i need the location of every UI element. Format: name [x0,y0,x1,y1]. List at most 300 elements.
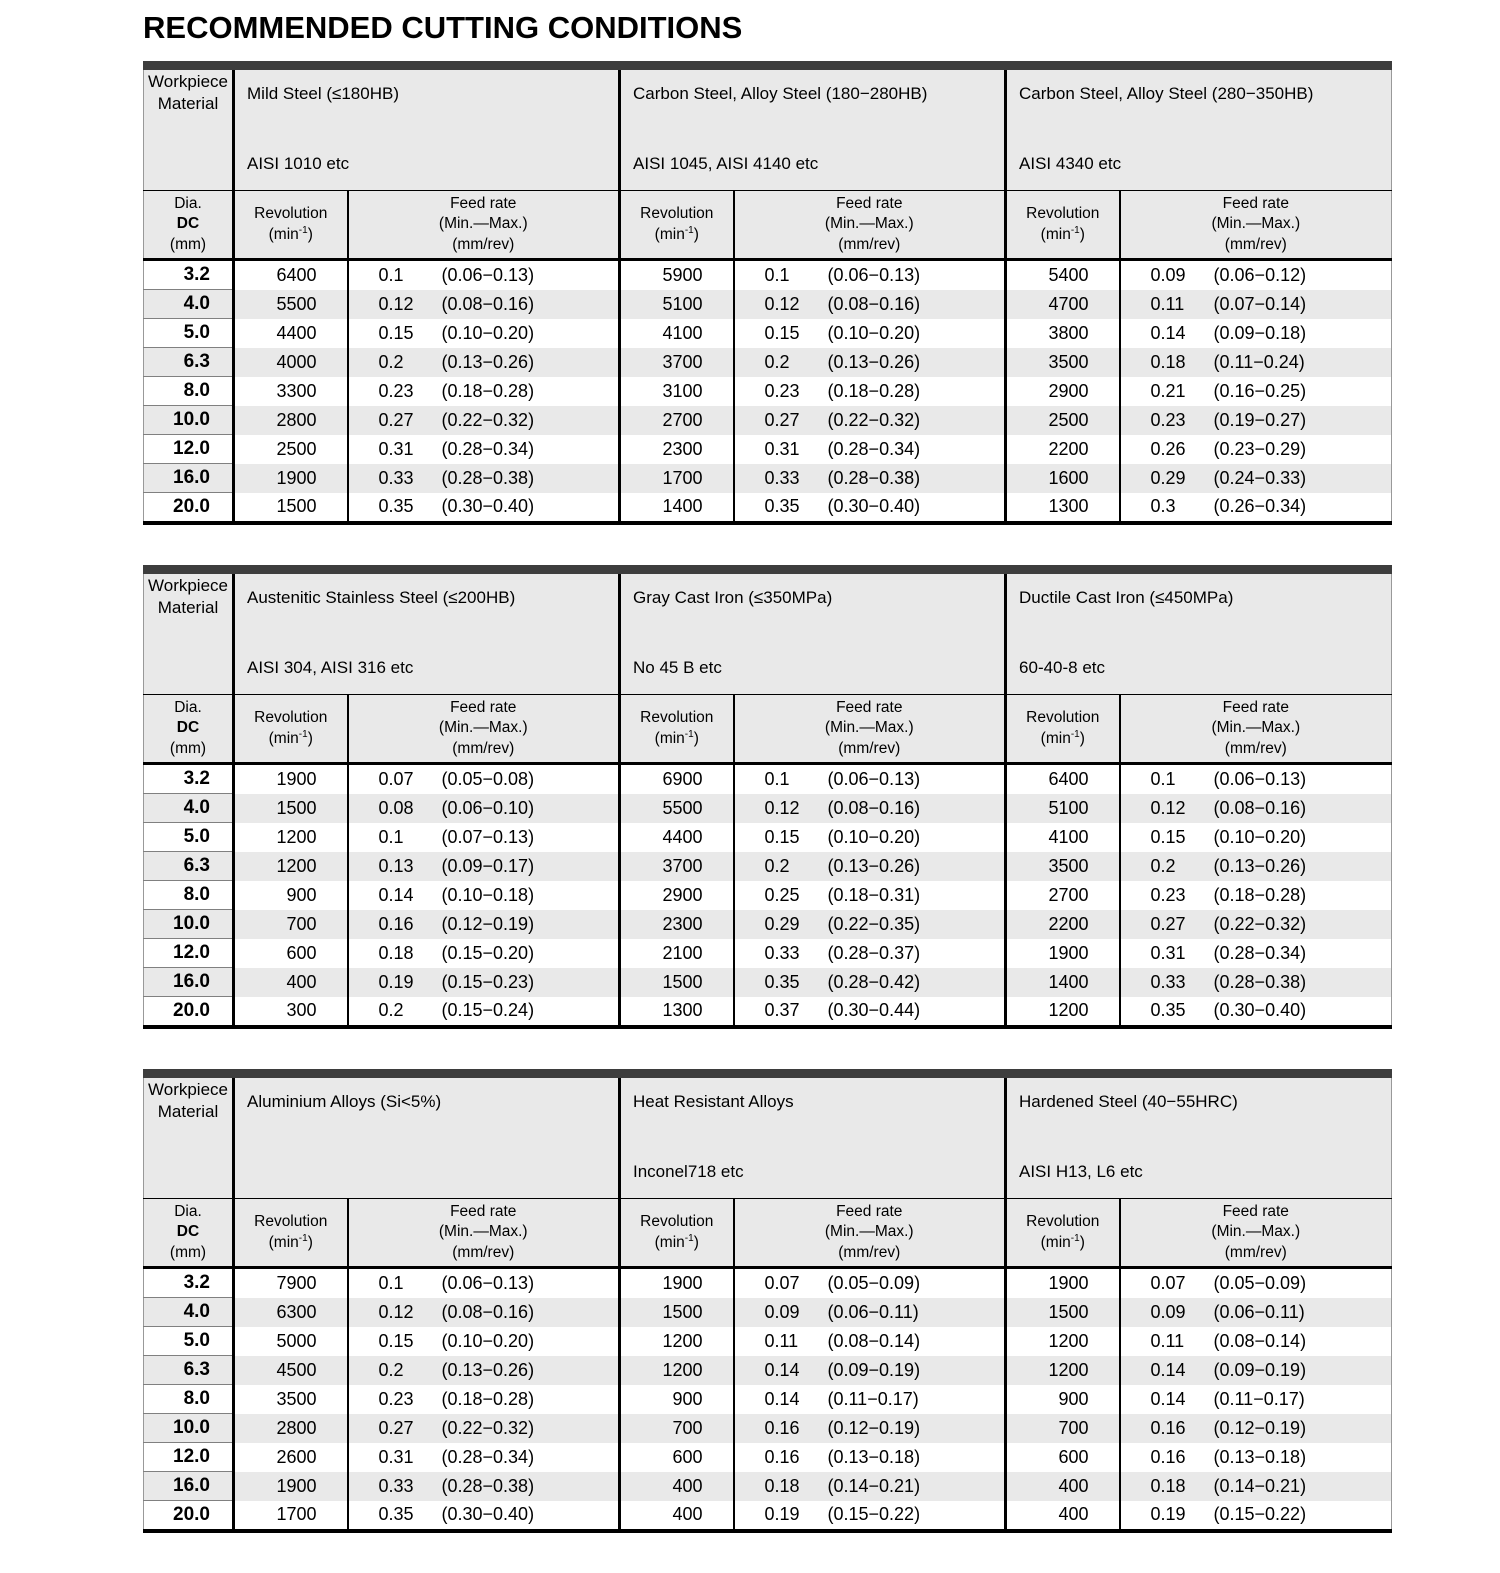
revolution-cell: 2700 [620,406,734,435]
revolution-cell: 700 [1006,1414,1120,1443]
dia-cell: 4.0 [144,290,234,319]
revolution-cell: 1400 [620,493,734,524]
dia-cell: 10.0 [144,910,234,939]
unit-sup: -1 [1070,728,1080,740]
feed-range-cell: (0.06−0.13) [440,1268,620,1298]
feed-value-cell: 0.14 [1120,1356,1212,1385]
feed-range-cell: (0.08−0.16) [826,290,1006,319]
feed-range-cell: (0.15−0.22) [1212,1501,1392,1532]
feed-unit-label: (mm/rev) [838,1243,901,1261]
feed-value-cell: 0.16 [734,1414,826,1443]
feed-value-cell: 0.19 [734,1501,826,1532]
revolution-cell: 5100 [620,290,734,319]
feed-unit-label: (mm/rev) [1224,739,1287,757]
feed-range-cell: (0.08−0.14) [826,1327,1006,1356]
table-row [144,764,1392,794]
revolution-column-header [1006,1199,1120,1268]
feed-range-cell: (0.11−0.17) [1212,1385,1392,1414]
table-row [144,464,1392,493]
table-row [144,910,1392,939]
feed-value-cell: 0.1 [734,260,826,290]
revolution-cell: 2200 [1006,435,1120,464]
material-grades: No 45 B etc [633,657,722,677]
table-row [144,1385,1392,1414]
feed-range-cell: (0.08−0.16) [440,290,620,319]
feed-value-cell: 0.23 [1120,406,1212,435]
table-row [144,1472,1392,1501]
revolution-label: Revolution [254,204,328,222]
feed-value-cell: 0.14 [734,1356,826,1385]
feed-minmax-label: (Min.—Max.) [824,1223,914,1241]
revolution-column-header [1006,191,1120,260]
dia-cell: 4.0 [144,1298,234,1327]
revolution-label: Revolution [1026,1212,1100,1230]
material-name: Ductile Cast Iron (≤450MPa) [1019,588,1234,607]
unit-post: ) [1079,226,1085,244]
revolution-cell: 1900 [1006,1268,1120,1298]
dia-cell: 8.0 [144,1385,234,1414]
dia-cell: 5.0 [144,319,234,348]
dia-column-header [144,191,234,260]
material-header-row [144,66,1392,191]
workpiece-label-line2: Material [157,94,219,114]
feed-range-cell: (0.10−0.20) [826,823,1006,852]
page-title: RECOMMENDED CUTTING CONDITIONS [143,10,743,45]
revolution-cell: 3500 [1006,852,1120,881]
cutting-conditions-table-1 [143,61,1392,525]
revolution-cell: 1200 [620,1356,734,1385]
feed-rate-label: Feed rate [1222,699,1289,717]
unit-sup: -1 [684,728,694,740]
feed-rate-label: Feed rate [450,699,517,717]
revolution-cell: 1400 [1006,968,1120,997]
feed-range-cell: (0.24−0.33) [1212,464,1392,493]
revolution-unit [236,224,346,245]
dia-label: Dia. [174,699,202,717]
revolution-cell: 2600 [234,1443,348,1472]
workpiece-label-line2: Material [157,598,219,618]
table-row [144,1356,1392,1385]
revolution-cell: 4700 [1006,290,1120,319]
revolution-cell: 3700 [620,348,734,377]
material-header-row [144,1074,1392,1199]
material-header-row [144,570,1392,695]
revolution-unit [236,728,346,749]
feed-range-cell: (0.06−0.13) [440,260,620,290]
feed-value-cell: 0.14 [1120,319,1212,348]
material-name: Gray Cast Iron (≤350MPa) [633,588,833,607]
feed-range-cell: (0.16−0.25) [1212,377,1392,406]
revolution-cell: 4400 [620,823,734,852]
unit-post: ) [1079,1234,1085,1252]
feed-value-cell: 0.12 [1120,794,1212,823]
revolution-cell: 600 [234,939,348,968]
revolution-cell: 2500 [1006,406,1120,435]
revolution-column-header [620,1199,734,1268]
revolution-cell: 2700 [1006,881,1120,910]
feed-value-cell: 0.25 [734,881,826,910]
table-row [144,319,1392,348]
feed-range-cell: (0.18−0.28) [1212,881,1392,910]
feed-range-cell: (0.15−0.20) [440,939,620,968]
revolution-cell: 4100 [1006,823,1120,852]
dia-column-header [144,695,234,764]
unit-sup: -1 [1070,224,1080,236]
feed-range-cell: (0.18−0.28) [440,1385,620,1414]
revolution-cell: 700 [620,1414,734,1443]
feed-unit-label: (mm/rev) [838,235,901,253]
feed-minmax-label: (Min.—Max.) [1211,1223,1301,1241]
workpiece-material-header [144,66,234,191]
material-name: Mild Steel (≤180HB) [247,84,399,103]
feed-range-cell: (0.14−0.21) [826,1472,1006,1501]
feed-value-cell: 0.11 [1120,290,1212,319]
feed-range-cell: (0.19−0.27) [1212,406,1392,435]
revolution-cell: 1200 [234,852,348,881]
unit-pre: (min [654,226,685,244]
table-row [144,260,1392,290]
feed-range-cell: (0.12−0.19) [1212,1414,1392,1443]
feed-range-cell: (0.06−0.12) [1212,260,1392,290]
feed-unit-label: (mm/rev) [1224,235,1287,253]
table-row [144,1268,1392,1298]
dia-cell: 6.3 [144,348,234,377]
table-row [144,852,1392,881]
dia-cell: 12.0 [144,1443,234,1472]
revolution-cell: 700 [234,910,348,939]
feed-value-cell: 0.18 [1120,1472,1212,1501]
feed-unit-label: (mm/rev) [1224,1243,1287,1261]
feed-range-cell: (0.11−0.17) [826,1385,1006,1414]
dia-cell: 6.3 [144,1356,234,1385]
feed-minmax-label: (Min.—Max.) [438,719,528,737]
feed-value-cell: 0.35 [734,968,826,997]
feed-range-cell: (0.08−0.14) [1212,1327,1392,1356]
revolution-label: Revolution [640,1212,714,1230]
feed-value-cell: 0.2 [1120,852,1212,881]
column-header-row [144,1199,1392,1268]
feed-range-cell: (0.28−0.38) [440,1472,620,1501]
revolution-cell: 2800 [234,1414,348,1443]
unit-sup: -1 [684,1232,694,1244]
feed-rate-column-header [348,1199,620,1268]
revolution-cell: 3800 [1006,319,1120,348]
feed-range-cell: (0.28−0.34) [826,435,1006,464]
feed-range-cell: (0.12−0.19) [440,910,620,939]
table-row [144,1443,1392,1472]
dia-cell: 6.3 [144,852,234,881]
feed-range-cell: (0.08−0.16) [1212,794,1392,823]
feed-minmax-label: (Min.—Max.) [438,215,528,233]
column-header-row [144,695,1392,764]
feed-value-cell: 0.14 [1120,1385,1212,1414]
feed-range-cell: (0.11−0.24) [1212,348,1392,377]
revolution-cell: 4500 [234,1356,348,1385]
feed-value-cell: 0.15 [348,1327,440,1356]
revolution-cell: 5000 [234,1327,348,1356]
feed-value-cell: 0.15 [734,319,826,348]
revolution-unit [622,1232,732,1253]
revolution-cell: 6400 [234,260,348,290]
feed-value-cell: 0.2 [734,348,826,377]
feed-value-cell: 0.15 [734,823,826,852]
feed-range-cell: (0.05−0.09) [826,1268,1006,1298]
feed-value-cell: 0.16 [1120,1414,1212,1443]
table-row [144,1501,1392,1532]
feed-value-cell: 0.27 [1120,910,1212,939]
revolution-cell: 2500 [234,435,348,464]
feed-value-cell: 0.35 [348,493,440,524]
revolution-cell: 1200 [1006,1327,1120,1356]
feed-range-cell: (0.10−0.20) [440,1327,620,1356]
feed-value-cell: 0.1 [348,823,440,852]
feed-range-cell: (0.06−0.10) [440,794,620,823]
feed-value-cell: 0.12 [734,290,826,319]
table-row [144,377,1392,406]
revolution-unit [1008,224,1118,245]
feed-range-cell: (0.12−0.19) [826,1414,1006,1443]
dia-cell: 16.0 [144,464,234,493]
revolution-cell: 2300 [620,435,734,464]
feed-unit-label: (mm/rev) [838,739,901,757]
revolution-unit [622,224,732,245]
revolution-cell: 3500 [234,1385,348,1414]
unit-pre: (min [1040,226,1071,244]
revolution-cell: 1900 [234,1472,348,1501]
feed-value-cell: 0.1 [348,1268,440,1298]
material-grades: AISI H13, L6 etc [1019,1161,1143,1181]
table-row [144,823,1392,852]
revolution-cell: 2900 [1006,377,1120,406]
revolution-label: Revolution [254,708,328,726]
feed-range-cell: (0.18−0.28) [440,377,620,406]
workpiece-label-line1: Workpiece [148,576,228,595]
revolution-cell: 6900 [620,764,734,794]
material-header-2 [620,1074,1006,1199]
feed-value-cell: 0.27 [734,406,826,435]
feed-value-cell: 0.16 [1120,1443,1212,1472]
material-header-1 [234,570,620,695]
feed-range-cell: (0.13−0.26) [440,348,620,377]
material-name: Heat Resistant Alloys [633,1092,794,1111]
table-row [144,997,1392,1028]
unit-sup: -1 [298,1232,308,1244]
dc-label: DC [176,1223,200,1241]
dia-cell: 20.0 [144,1501,234,1532]
unit-post: ) [307,730,313,748]
feed-range-cell: (0.13−0.26) [440,1356,620,1385]
feed-value-cell: 0.19 [1120,1501,1212,1532]
revolution-cell: 1700 [620,464,734,493]
feed-range-cell: (0.28−0.38) [1212,968,1392,997]
material-header-2 [620,570,1006,695]
table-row [144,435,1392,464]
cutting-conditions-table-2 [143,565,1392,1029]
feed-value-cell: 0.33 [734,939,826,968]
revolution-column-header [620,191,734,260]
unit-post: ) [693,1234,699,1252]
unit-pre: (min [268,226,299,244]
revolution-cell: 3500 [1006,348,1120,377]
revolution-cell: 900 [620,1385,734,1414]
revolution-cell: 2300 [620,910,734,939]
feed-value-cell: 0.27 [348,406,440,435]
feed-rate-column-header [348,695,620,764]
revolution-cell: 5500 [620,794,734,823]
revolution-cell: 1900 [1006,939,1120,968]
dia-cell: 20.0 [144,997,234,1028]
feed-value-cell: 0.23 [348,1385,440,1414]
feed-value-cell: 0.14 [348,881,440,910]
material-grades: Inconel718 etc [633,1161,744,1181]
revolution-cell: 1600 [1006,464,1120,493]
workpiece-label-line1: Workpiece [148,72,228,91]
feed-value-cell: 0.2 [348,348,440,377]
feed-rate-label: Feed rate [450,195,517,213]
feed-value-cell: 0.33 [348,464,440,493]
table-row [144,1414,1392,1443]
unit-sup: -1 [684,224,694,236]
feed-value-cell: 0.18 [1120,348,1212,377]
feed-value-cell: 0.31 [348,435,440,464]
dia-cell: 8.0 [144,881,234,910]
dia-cell: 20.0 [144,493,234,524]
revolution-cell: 1900 [234,764,348,794]
revolution-cell: 1500 [234,493,348,524]
table-row [144,406,1392,435]
revolution-label: Revolution [640,708,714,726]
feed-minmax-label: (Min.—Max.) [824,719,914,737]
feed-value-cell: 0.2 [734,852,826,881]
revolution-cell: 900 [234,881,348,910]
revolution-cell: 1200 [1006,997,1120,1028]
material-header-3 [1006,1074,1392,1199]
feed-value-cell: 0.2 [348,997,440,1028]
feed-value-cell: 0.16 [348,910,440,939]
revolution-label: Revolution [254,1212,328,1230]
feed-minmax-label: (Min.—Max.) [1211,719,1301,737]
table-row [144,968,1392,997]
revolution-column-header [620,695,734,764]
feed-value-cell: 0.31 [1120,939,1212,968]
dia-cell: 3.2 [144,260,234,290]
material-name: Carbon Steel, Alloy Steel (180−280HB) [633,84,928,103]
mm-label: (mm) [169,1243,207,1261]
revolution-unit [622,728,732,749]
document-page [143,10,1393,1573]
revolution-cell: 600 [620,1443,734,1472]
revolution-cell: 900 [1006,1385,1120,1414]
unit-post: ) [693,730,699,748]
feed-rate-column-header [1120,191,1392,260]
unit-pre: (min [654,1234,685,1252]
feed-range-cell: (0.30−0.40) [440,1501,620,1532]
revolution-cell: 4100 [620,319,734,348]
revolution-cell: 2200 [1006,910,1120,939]
feed-range-cell: (0.28−0.42) [826,968,1006,997]
feed-value-cell: 0.07 [1120,1268,1212,1298]
feed-value-cell: 0.1 [734,764,826,794]
revolution-cell: 2800 [234,406,348,435]
material-header-1 [234,66,620,191]
feed-value-cell: 0.08 [348,794,440,823]
feed-value-cell: 0.35 [348,1501,440,1532]
feed-unit-label: (mm/rev) [452,1243,515,1261]
dia-column-header [144,1199,234,1268]
feed-range-cell: (0.26−0.34) [1212,493,1392,524]
dia-cell: 8.0 [144,377,234,406]
revolution-cell: 400 [234,968,348,997]
revolution-cell: 5100 [1006,794,1120,823]
feed-minmax-label: (Min.—Max.) [438,1223,528,1241]
material-grades: AISI 304, AISI 316 etc [247,657,414,677]
revolution-cell: 400 [1006,1472,1120,1501]
revolution-unit [236,1232,346,1253]
feed-range-cell: (0.13−0.26) [826,852,1006,881]
feed-range-cell: (0.06−0.13) [1212,764,1392,794]
revolution-cell: 3700 [620,852,734,881]
feed-range-cell: (0.30−0.40) [1212,997,1392,1028]
feed-value-cell: 0.37 [734,997,826,1028]
table-row [144,1327,1392,1356]
unit-post: ) [307,226,313,244]
unit-sup: -1 [1070,1232,1080,1244]
feed-range-cell: (0.28−0.34) [1212,939,1392,968]
dia-cell: 10.0 [144,406,234,435]
revolution-cell: 2900 [620,881,734,910]
revolution-cell: 1300 [1006,493,1120,524]
feed-range-cell: (0.15−0.22) [826,1501,1006,1532]
feed-value-cell: 0.12 [348,290,440,319]
revolution-cell: 3300 [234,377,348,406]
revolution-unit [1008,1232,1118,1253]
dia-cell: 3.2 [144,1268,234,1298]
unit-pre: (min [268,730,299,748]
dia-cell: 3.2 [144,764,234,794]
dia-cell: 16.0 [144,968,234,997]
feed-range-cell: (0.06−0.13) [826,260,1006,290]
table-row [144,493,1392,524]
workpiece-material-header [144,570,234,695]
revolution-column-header [1006,695,1120,764]
feed-value-cell: 0.15 [1120,823,1212,852]
revolution-cell: 5900 [620,260,734,290]
revolution-cell: 1900 [620,1268,734,1298]
feed-value-cell: 0.07 [348,764,440,794]
table-row [144,1298,1392,1327]
revolution-cell: 400 [620,1472,734,1501]
feed-range-cell: (0.10−0.20) [440,319,620,348]
feed-range-cell: (0.13−0.18) [826,1443,1006,1472]
feed-value-cell: 0.3 [1120,493,1212,524]
feed-range-cell: (0.09−0.18) [1212,319,1392,348]
feed-value-cell: 0.13 [348,852,440,881]
feed-value-cell: 0.31 [348,1443,440,1472]
feed-value-cell: 0.12 [348,1298,440,1327]
feed-value-cell: 0.21 [1120,377,1212,406]
feed-range-cell: (0.06−0.11) [1212,1298,1392,1327]
feed-range-cell: (0.06−0.11) [826,1298,1006,1327]
feed-value-cell: 0.18 [348,939,440,968]
feed-range-cell: (0.15−0.23) [440,968,620,997]
feed-rate-label: Feed rate [1222,195,1289,213]
material-grades: AISI 1010 etc [247,153,350,173]
feed-value-cell: 0.12 [734,794,826,823]
revolution-cell: 1700 [234,1501,348,1532]
revolution-cell: 4000 [234,348,348,377]
revolution-cell: 5500 [234,290,348,319]
revolution-column-header [234,191,348,260]
